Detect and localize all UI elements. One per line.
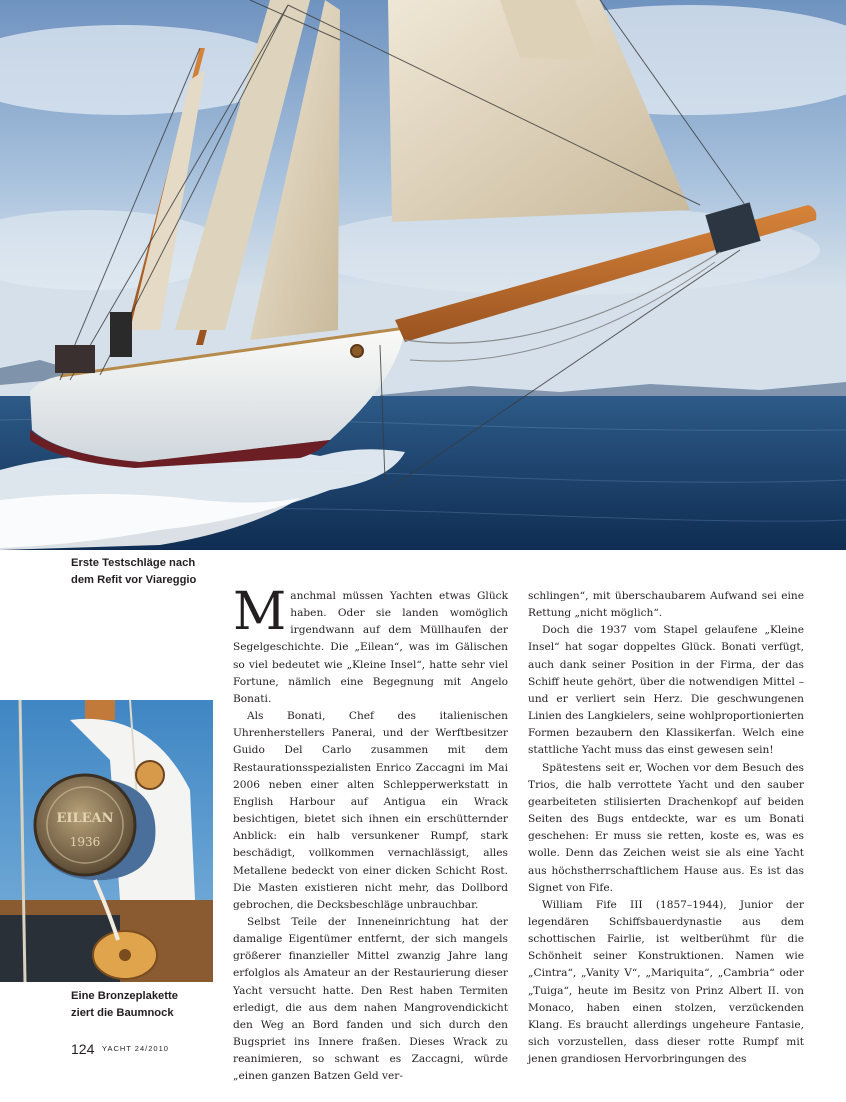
- paragraph: William Fife III (1857–1944), Junior der legendären Schiffsbauerdynastie aus dem schottischen Fairlie, ist weltberühmt für die Schönheit seiner Konstruktionen. Namen wie „Cintra“, „Vanity V“, „Mariquita“, „Cambria“ oder „Tuiga“, heute im Besitz von Prinz Albert II. von Monaco, haben einen stolzen, verzückenden Klang. Es braucht allerdings ungeheure Fantasie, sich vorzustellen, dass dieser rotte Rumpf mit jenen grandiosen Hervorbringungen des: [528, 898, 804, 1066]
- page-number: 124: [71, 1041, 95, 1057]
- article-column-2: [528, 588, 804, 1068]
- plaque-name: EILEAN: [56, 811, 114, 826]
- caption-line: ziert die Baumnock: [71, 1007, 174, 1019]
- caption-line: dem Refit vor Viareggio: [71, 574, 197, 586]
- paragraph: Spätestens seit er, Wochen vor dem Besuch des Trios, die halb verrottete Yacht und den sauber gearbeiteten stilisierten Drachenkopf auf beiden Seiten des Bugs entdeckte, war es um Bonati geschehen: Er muss sie retten, koste es, was es wolle. Denn das Zeichen weist sie als eine Yacht aus höchstherrschaftlichem Hause aus. Es ist das Signet von Fife.: [528, 761, 804, 894]
- hero-photo: [0, 0, 846, 550]
- paragraph-text: anchmal müssen Yachten etwas Glück haben. Oder sie landen womöglich irgendwann auf dem Müllhaufen der Segelgeschichte. Die „Eilean“, was im Gälischen so viel bedeutet wie „Kleine Insel“, hatte sehr viel Fortune, nämlich eine Begegnung mit Angelo Bonati.: [233, 590, 508, 705]
- paragraph: Als Bonati, Chef des italienischen Uhrenherstellers Panerai, und der Werftbesitzer Guido Del Carlo zusammen mit dem Restaurationsspezialisten Enrico Zaccagni im Mai 2006 neben einer alten Schlepperwerkstatt in English Harbour auf Antigua ein Wrack besichtigen, bietet sich ihnen ein erschütternder Anblick: ein halb versunkener Rumpf, stark beschädigt, vollkommen vernachlässigt, alles Metallene bedeckt von einer dicken Schicht Rost. Die Masten existieren nicht mehr, das Dollbord gebrochen, die Decksbeschläge unbrauchbar.: [233, 710, 508, 911]
- paragraph: Doch die 1937 vom Stapel gelaufene „Kleine Insel“ hat sogar doppeltes Glück. Bonati verfügt, auch dank seiner Position in der Firma, der das Schiff heute gehört, über die notwendigen Mittel – und er verliert sein Herz. Die geschwungenen Linien des Langkielers, seine wohlproportionierten Formen bezaubern den Klassikerfan. Welch eine stattliche Yacht muss das einst gewesen sein!: [528, 624, 804, 757]
- issue-label: YACHT 24/2010: [102, 1044, 169, 1053]
- paragraph: schlingen“, mit überschaubarem Aufwand sei eine Rettung „nicht möglich“.: [528, 590, 804, 620]
- plaque-year: 1936: [69, 835, 101, 849]
- plaque-caption: [71, 988, 178, 1022]
- caption-line: Eine Bronzeplakette: [71, 990, 178, 1002]
- article-column-1: [233, 582, 508, 1086]
- hero-caption: [71, 555, 196, 589]
- caption-line: Erste Testschläge nach: [71, 557, 196, 569]
- paragraph: Selbst Teile der Inneneinrichtung hat der damalige Eigentümer entfernt, der sich mangels größerer finanzieller Mittel zwanzig Jahre lang erfolglos als Amateur an der Restaurierung dieser Yacht versucht hatte. Den Rest haben Termiten erledigt, die aus dem nahen Mangrovendickicht den Weg an Bord fanden und sich durch den Bugspriet ins Innere fraßen. Dieses Wrack zu reanimieren, so schwant es Zaccagni, würde „einen ganzen Batzen Geld ver-: [233, 915, 508, 1083]
- drop-cap: M: [233, 582, 287, 642]
- plaque-photo: [0, 700, 213, 982]
- paragraph: [233, 582, 508, 708]
